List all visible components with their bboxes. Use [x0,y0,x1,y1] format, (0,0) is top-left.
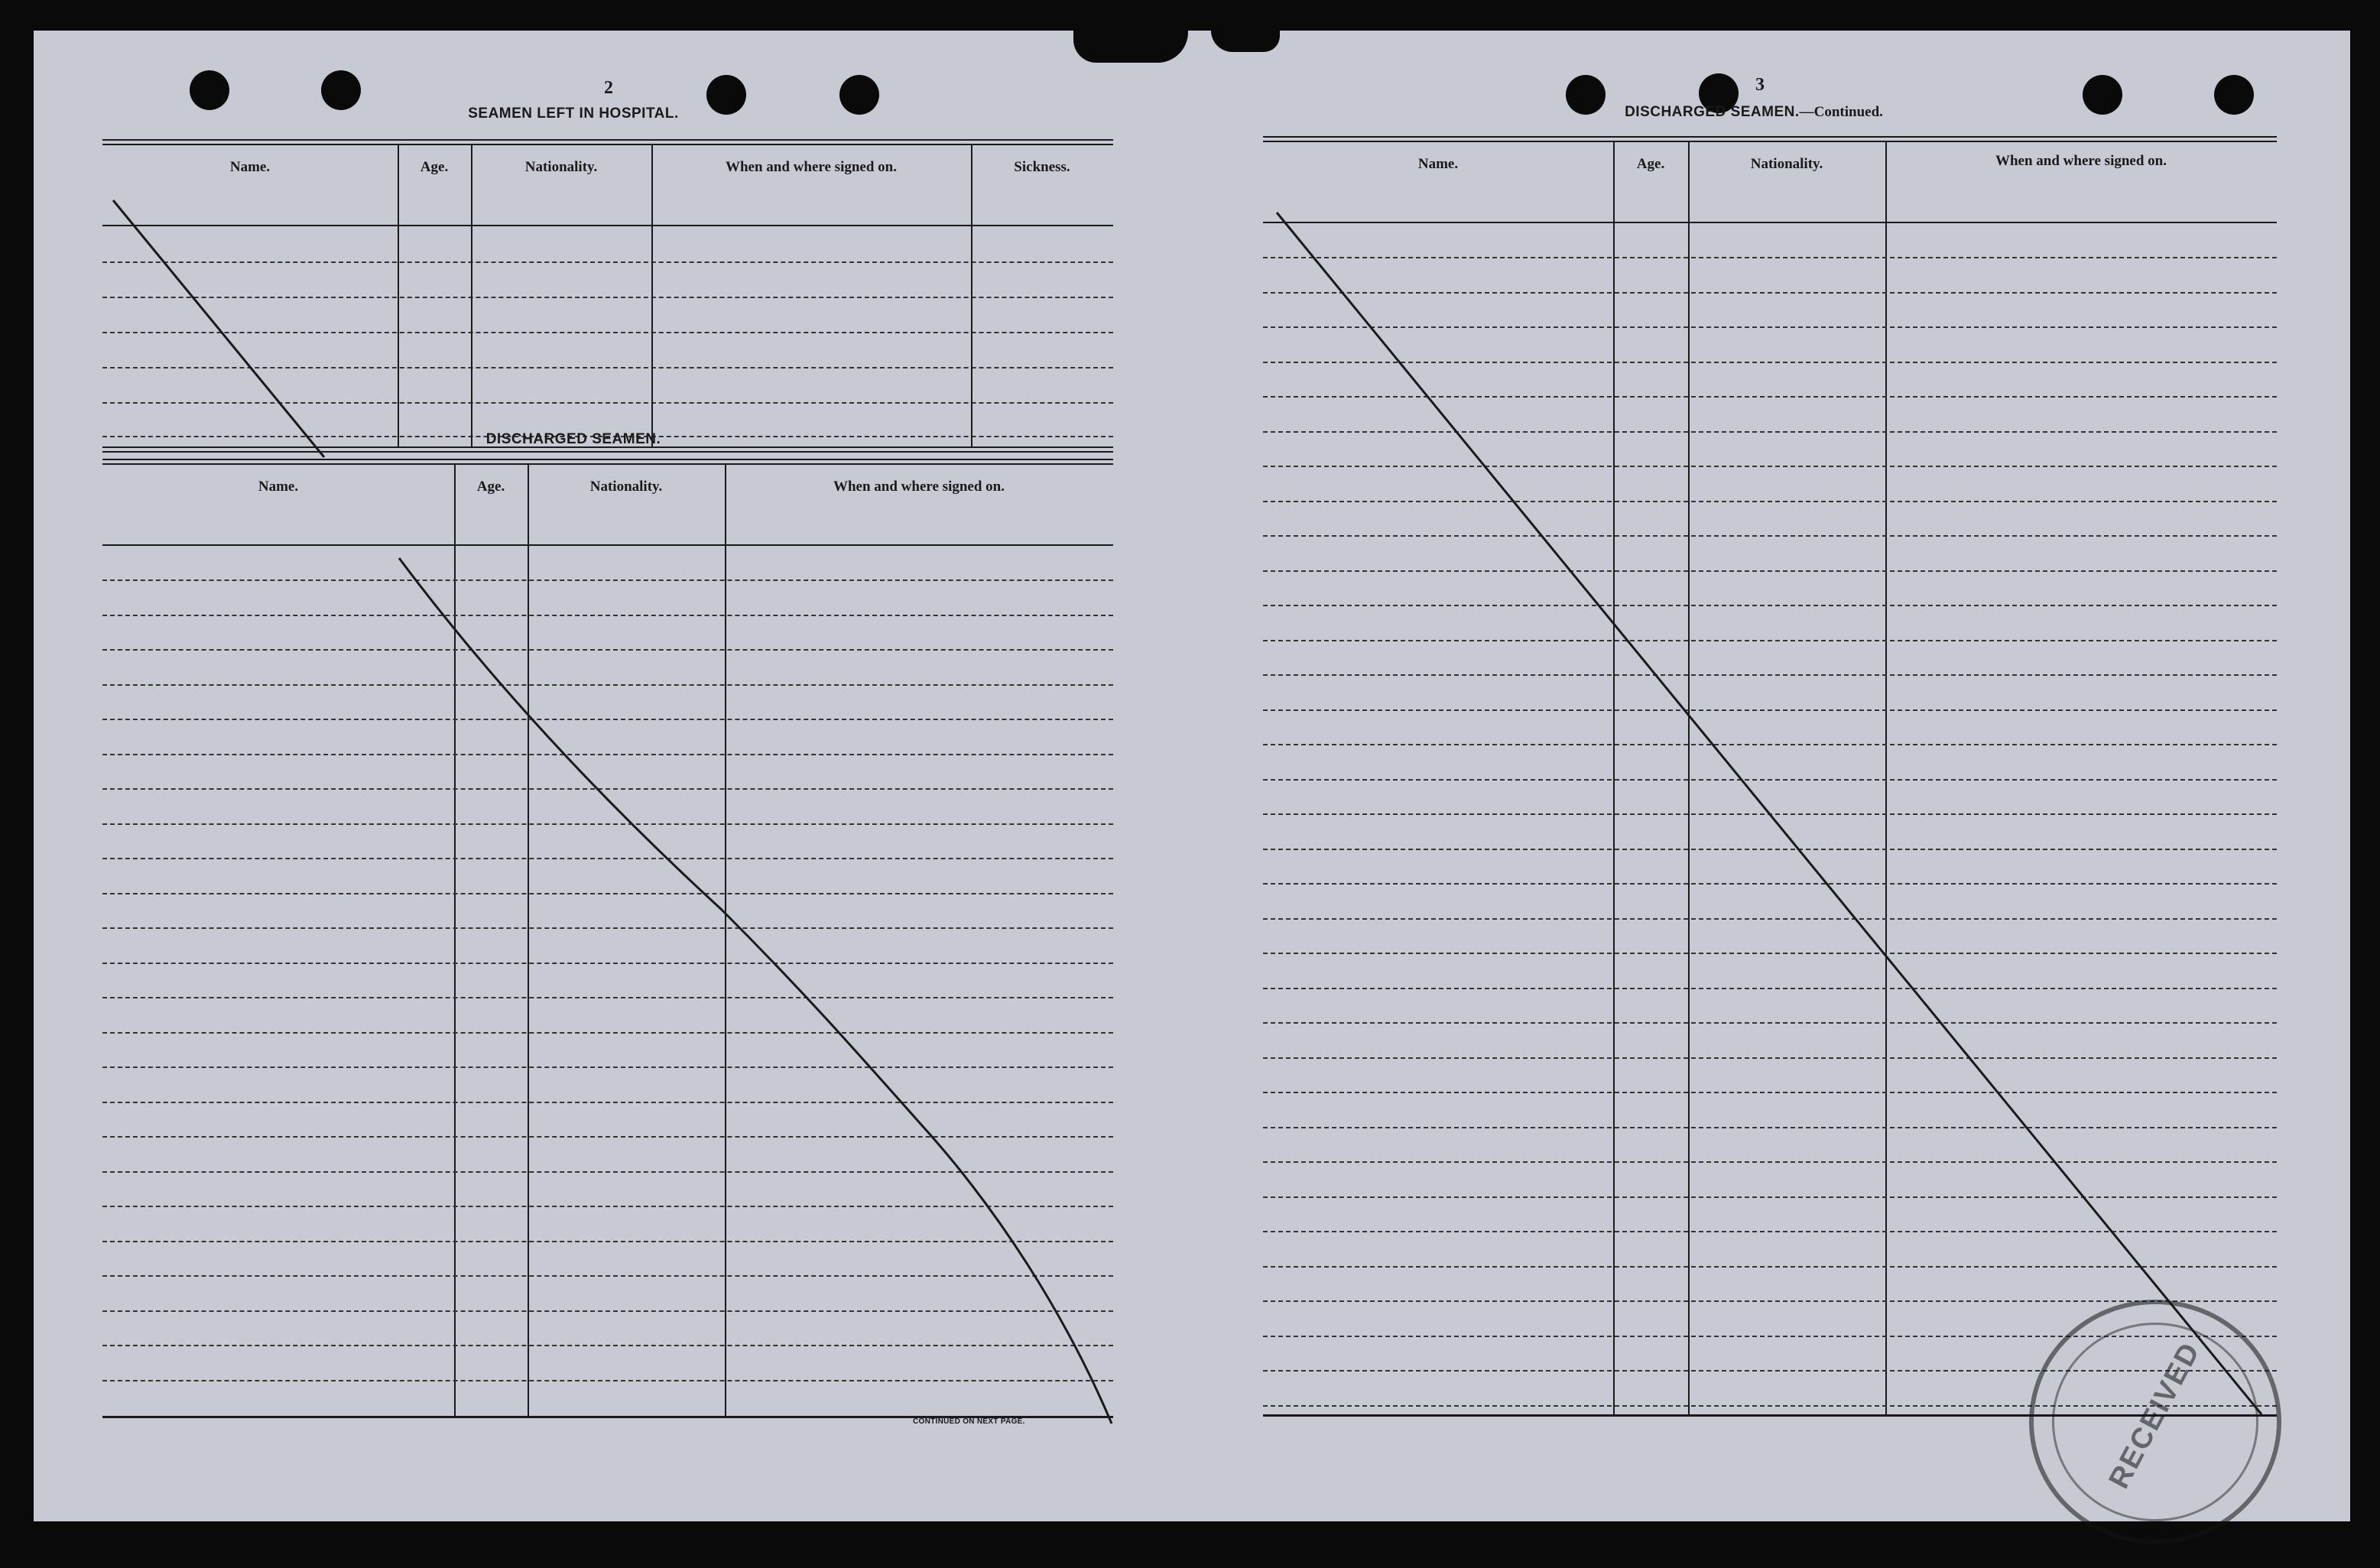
entry-line [1263,744,2277,745]
stamp-text: RECEIVED [2102,1336,2207,1494]
entry-line [102,1241,1113,1242]
column-header-signed-on: When and where signed on. [1995,153,2167,169]
entry-line [102,1380,1113,1381]
received-stamp [2029,1300,2281,1544]
title-continued: —Continued. [1799,104,1883,120]
section-title-discharged: DISCHARGED SEAMEN. [485,431,661,447]
column-divider [1613,141,1615,1414]
entry-line [102,1032,1113,1034]
entry-line [102,1171,1113,1173]
entry-line [1263,640,2277,641]
column-divider [471,144,472,446]
binder-hole [190,70,229,110]
torn-edge [1211,31,1280,52]
entry-line [1263,431,2277,433]
entry-line [1263,849,2277,850]
entry-line [102,893,1113,894]
entry-line [102,367,1113,368]
column-divider [528,463,529,1416]
entry-line [1263,813,2277,815]
page-number: 3 [1755,75,1765,95]
entry-line [1263,709,2277,711]
table-top-rule [1263,136,2277,138]
table-top-rule [102,459,1113,460]
entry-line [1263,570,2277,572]
entry-line [1263,1231,2277,1232]
binder-hole [321,70,361,110]
column-header-signed-on: When and where signed on. [725,159,897,175]
section-title-discharged-continued [1547,104,1960,121]
binder-hole [2083,75,2122,115]
entry-line [102,402,1113,404]
entry-line [1263,1196,2277,1198]
page-number: 2 [604,78,613,98]
entry-line [1263,1022,2277,1024]
entry-line [102,1310,1113,1312]
entry-line [102,297,1113,298]
section-title-hospital: SEAMEN LEFT IN HOSPITAL. [468,106,679,122]
entry-line [102,963,1113,964]
header-rule [102,544,1113,546]
document-spread [34,31,2350,1521]
entry-line [102,1345,1113,1346]
entry-line [1263,292,2277,294]
column-header-nationality: Nationality. [1750,156,1823,172]
entry-line [102,332,1113,333]
entry-line [1263,918,2277,920]
entry-line [1263,362,2277,363]
column-header-name: Name. [229,159,271,175]
entry-line [1263,1266,2277,1268]
entry-line [1263,1161,2277,1163]
entry-line [102,1102,1113,1103]
column-header-age: Age. [1636,156,1665,172]
column-header-sickness: Sickness. [1014,159,1070,175]
column-divider [651,144,653,446]
column-header-age: Age. [476,479,505,495]
entry-line [1263,1127,2277,1128]
discharged-table-continued [1263,136,2277,1424]
table-top-rule [102,139,1113,141]
column-header-name: Name. [1417,156,1459,172]
column-divider [454,463,456,1416]
entry-line [102,1066,1113,1068]
column-header-signed-on: When and where signed on. [833,479,1005,495]
torn-edge [1073,31,1188,63]
entry-line [1263,1092,2277,1093]
entry-line [102,261,1113,263]
binder-hole [2214,75,2254,115]
header-rule [1263,222,2277,223]
entry-line [1263,779,2277,781]
discharged-table [102,459,1113,1422]
entry-line [102,719,1113,720]
entry-line [102,823,1113,825]
entry-line [102,788,1113,790]
entry-line [1263,466,2277,467]
column-header-nationality: Nationality. [589,479,663,495]
binder-hole [839,75,879,115]
entry-line [102,1206,1113,1207]
entry-line [102,754,1113,755]
entry-line [1263,501,2277,502]
entry-line [102,997,1113,998]
entry-line [1263,257,2277,258]
entry-line [1263,326,2277,328]
entry-line [1263,605,2277,606]
entry-line [1263,953,2277,954]
entry-line [102,1136,1113,1138]
column-divider [971,144,972,446]
entry-line [1263,674,2277,676]
entry-line [102,1275,1113,1277]
column-divider [1688,141,1690,1414]
entry-line [1263,988,2277,989]
entry-line [102,858,1113,859]
column-header-age: Age. [420,159,449,175]
column-divider [1885,141,1887,1414]
entry-line [1263,396,2277,398]
column-divider [725,463,726,1416]
entry-line [102,927,1113,929]
entry-line [1263,883,2277,885]
header-rule [102,225,1113,226]
entry-line [1263,535,2277,537]
entry-line [102,615,1113,616]
column-header-nationality: Nationality. [524,159,598,175]
column-divider [398,144,399,446]
entry-line [102,579,1113,581]
entry-line [1263,1057,2277,1059]
continued-note: CONTINUED ON NEXT PAGE. [913,1417,1025,1426]
column-header-name: Name. [258,479,299,495]
entry-line [102,684,1113,686]
hospital-table [102,139,1113,451]
title-main: DISCHARGED SEAMEN. [1625,104,1800,120]
entry-line [102,649,1113,651]
